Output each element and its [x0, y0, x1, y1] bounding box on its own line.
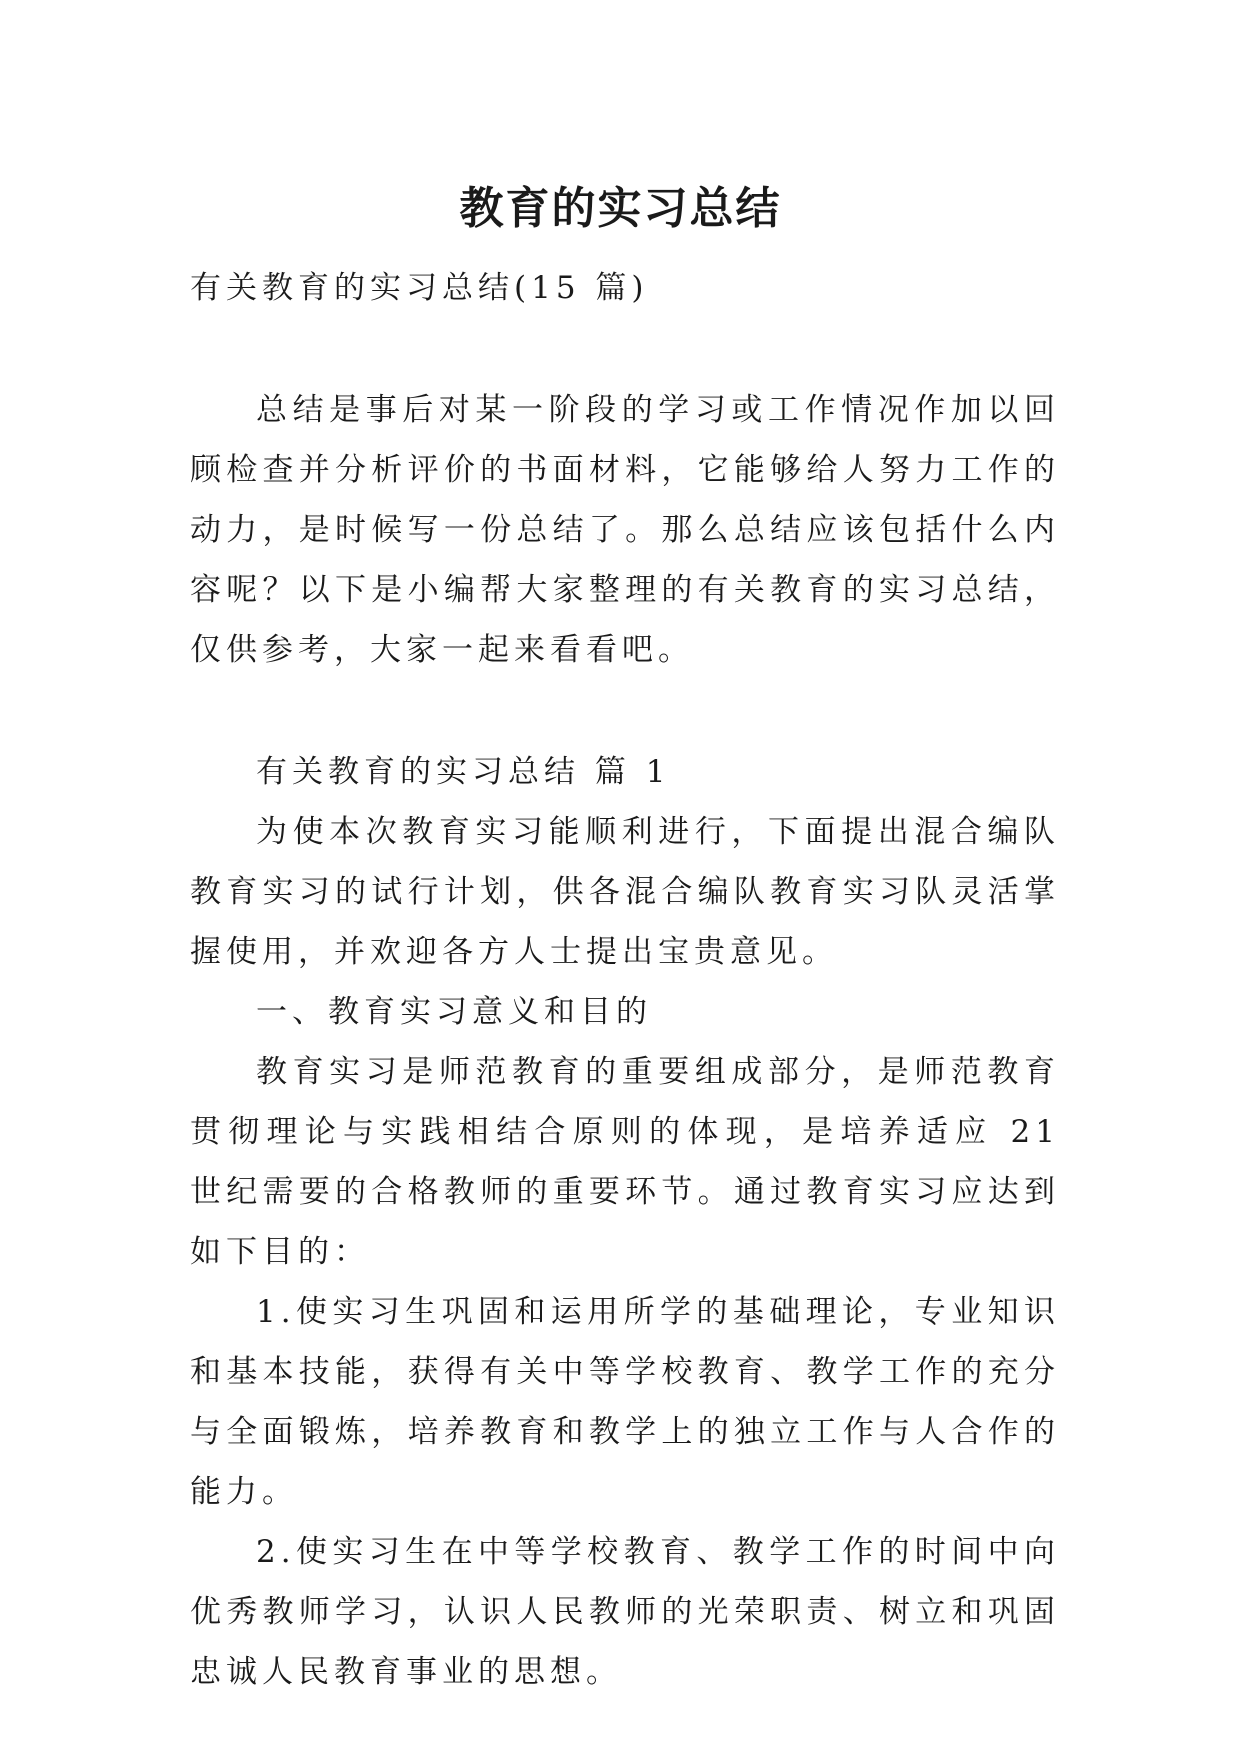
document-body: [190, 258, 1060, 1702]
list-item: 1.使实习生巩固和运用所学的基础理论，专业知识和基本技能，获得有关中等学校教育、教学工作的充分与全面锻炼，培养教育和教学上的独立工作与人合作的能力。: [190, 1294, 1060, 1510]
document-title: 教育的实习总结: [459, 183, 782, 235]
intro-paragraph: 总结是事后对某一阶段的学习或工作情况作加以回顾检查并分析评价的书面材料，它能够给人努力工作的动力，是时候写一份总结了。那么总结应该包括什么内容呢？以下是小编帮大家整理的有关教育的实习总结，仅供参考，大家一起来看看吧。: [190, 392, 1060, 668]
document-subtitle: 有关教育的实习总结(15 篇): [190, 270, 649, 306]
section-heading: 有关教育的实习总结 篇 1: [256, 754, 671, 790]
body-paragraph: 教育实习是师范教育的重要组成部分，是师范教育贯彻理论与实践相结合原则的体现，是培养适应 21 世纪需要的合格教师的重要环节。通过教育实习应达到如下目的：: [190, 1054, 1060, 1270]
list-item: 2.使实习生在中等学校教育、教学工作的时间中向优秀教师学习，认识人民教师的光荣职责、树立和巩固忠诚人民教育事业的思想。: [190, 1534, 1060, 1690]
section-subheading: 一、教育实习意义和目的: [256, 994, 652, 1030]
body-paragraph: 为使本次教育实习能顺利进行，下面提出混合编队教育实习的试行计划，供各混合编队教育实习队灵活掌握使用，并欢迎各方人士提出宝贵意见。: [190, 814, 1060, 970]
